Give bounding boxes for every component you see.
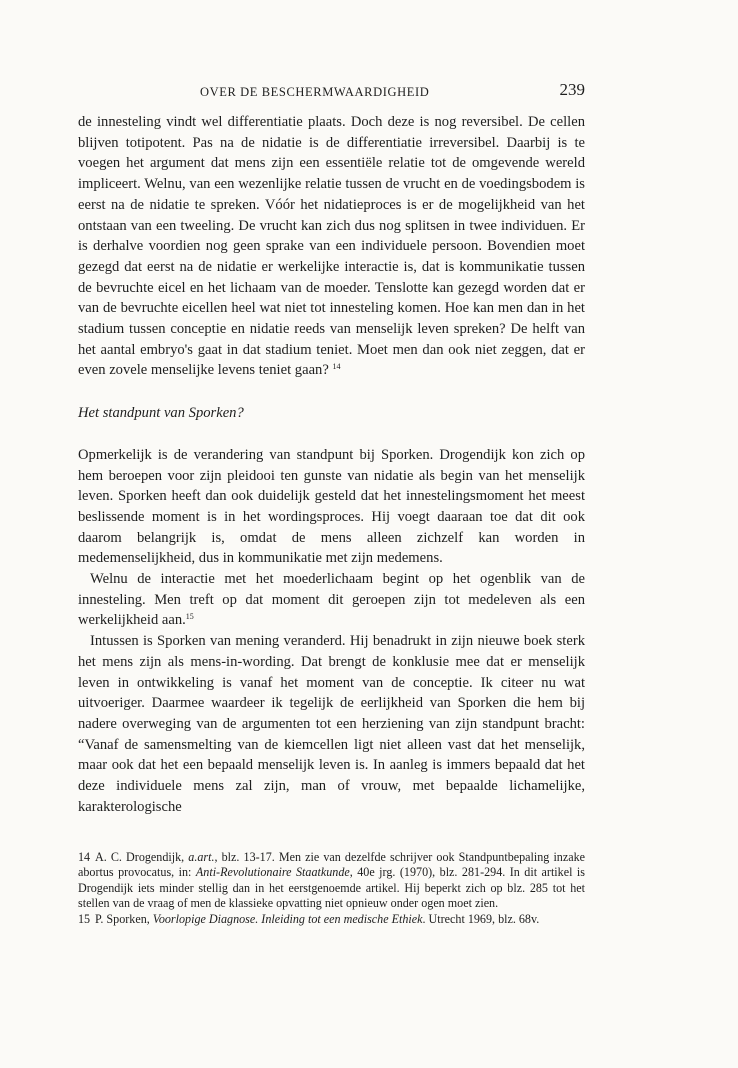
paragraph-4: Intussen is Sporken van mening veranderd. Hij benadrukt in zijn nieuwe boek sterk het mens zijn als mens-in-wording. Dat brengt de konklusie mee dat er menselijk leven in ontwikkeling is vanaf het moment van de conceptie. Ik citeer nu wat uitvoeriger. Daarmee waardeer ik tegelijk de eerlijkheid van Sporken die hem bij nadere overweging van de argumenten tot een herziening van zijn standpunt bracht: “Vanaf de samensmelting van de kiemcellen ligt niet alleen vast dat het menselijk, maar ook dat het een bepaald menselijk leven is. In aanleg is immers bepaald dat het deze individuele mens zal zijn, man of vrouw, met bepaalde lichamelijke, karakterologische (78, 633, 585, 815)
footnote-ref-15: 15 (185, 612, 194, 622)
page-header (78, 80, 585, 108)
paragraph-2: Opmerkelijk is de verandering van standpunt bij Sporken. Drogendijk kon zich op hem beroepen voor zijn pleidooi ten gunste van nidatie als begin van het menselijk leven. Sporken heeft dan ook duidelijk gesteld dat het innestelingsmoment het meest beslissende moment is in het wordingsproces. Hij voegt daaraan toe dat dit ook daarom belangrijk is, omdat de mens alleen zichzelf kan worden in medemenselijkheid, dus in kommunikatie met zijn medemens. (78, 446, 585, 567)
paragraph-1-text: de innesteling vindt wel differentiatie plaats. Doch deze is nog reversibel. De cellen blijven totipotent. Pas na de nidatie is de differentiatie irreversibel. Daarbij is te voegen het argument dat mens zijn een essentiële relatie tot de omgevende wereld impliceert. Welnu, van een wezenlijke relatie tussen de vrucht en de voedingsbodem is eerst na de nidatie te spreken. Vóór het nidatieproces is er de mogelijkheid van het ontstaan van een tweeling. De vrucht kan zich dus nog splitsen in twee individuen. Er is derhalve voordien nog geen sprake van een individuele persoon. Bovendien moet gezegd dat eerst na de nidatie er werkelijke interactie is, dat is kommunikatie tussen de bevruchte eicel en het lichaam van de moeder. Tenslotte kan gezegd worden dat er van de bevruchte eicellen heel wat niet tot innesteling komen. Hoe kan men dan in het stadium tussen conceptie en nidatie reeds van menselijk leven spreken? De helft van het aantal embryo's gaat in dat stadium teniet. Moet men dan ook niet zeggen, dat er even zovele menselijke levens teniet gaan? (78, 114, 585, 379)
footnote-italic: a.art. (188, 849, 215, 864)
footnote-text: , 40e jrg. (1970), blz. 281-294. In dit artikel is Drogendijk iets minder stellig dan in het eerstgenoemde artikel. Hij beperkt zich op blz. 285 tot het stellen van de vraag of men de klassieke opvatting niet opnieuw onder ogen moet zien. (78, 865, 585, 911)
footnote-ref-14: 14 (332, 362, 341, 372)
footnote-15 (78, 912, 585, 928)
footnote-text: , blz. 13-17. Men zie van dezelfde schrijver ook Standpuntbepaling inzake abortus provocatus, in: (78, 849, 586, 880)
running-title: OVER DE BESCHERMWAARDIGHEID (200, 85, 430, 99)
footnote-number: 14 (78, 849, 91, 864)
footnote-number: 15 (78, 911, 91, 926)
book-page (78, 80, 585, 927)
page-number: 239 (559, 80, 585, 99)
body-text (78, 112, 585, 818)
footnote-text: . Utrecht 1969, blz. 68v. (422, 911, 540, 926)
footnotes (78, 850, 585, 928)
footnote-italic: Anti-Revolutionaire Staatkunde (195, 865, 350, 880)
paragraph-1 (78, 112, 585, 381)
footnote-text: P. Sporken, (95, 911, 153, 926)
footnote-italic: Voorlopige Diagnose. Inleiding tot een medische Ethiek (152, 911, 423, 926)
section-heading: Het standpunt van Sporken? (78, 405, 244, 422)
footnote-text: A. C. Drogendijk, (95, 849, 189, 864)
paragraph-3-text: Welnu de interactie met het moederlichaam begint op het ogenblik van de innesteling. Men treft op dat moment dit geroepen zijn tot medeleven als een werkelijkheid aan. (78, 571, 585, 629)
footnote-14 (78, 850, 585, 912)
paragraph-3 (78, 569, 585, 631)
